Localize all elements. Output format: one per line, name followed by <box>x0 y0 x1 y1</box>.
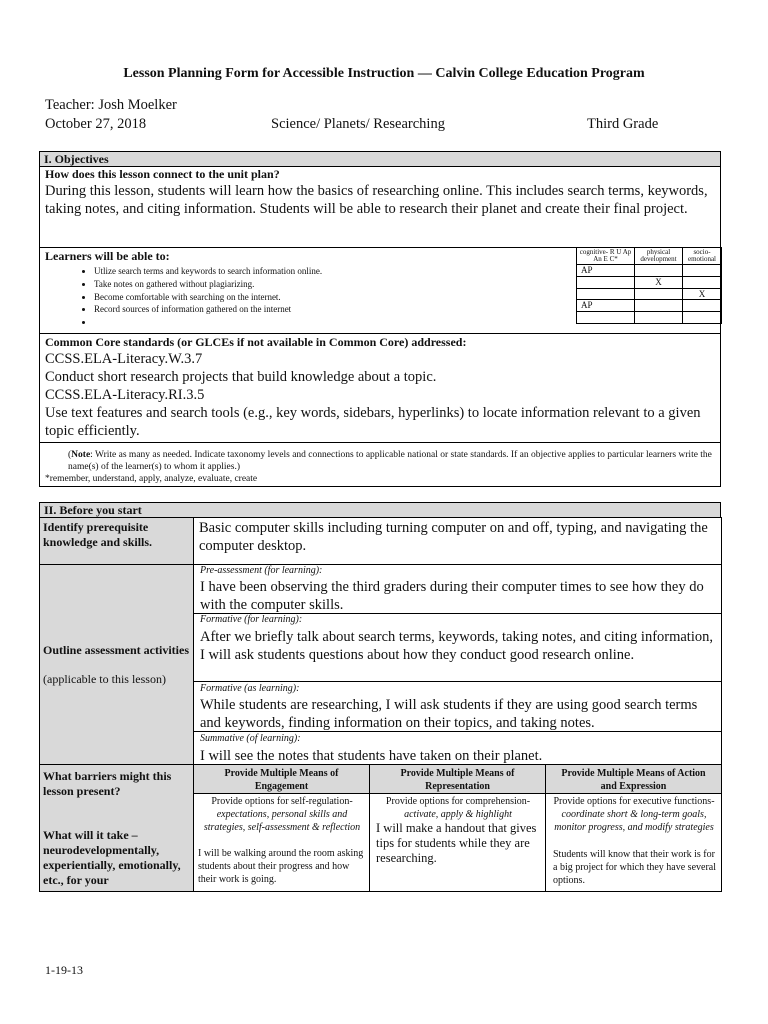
note-bold: Note <box>71 450 91 460</box>
list-item: • Take notes on gathered without plagiarizing. <box>94 278 614 291</box>
list-item: • Record sources of information gathered on the internet <box>94 303 614 316</box>
list-item: • Become comfortable with searching on the internet. <box>94 291 614 304</box>
formative-for-text: After we briefly talk about search terms, keywords, taking notes, and citing information, I will ask students questions about how they conduct good research online. <box>200 629 713 663</box>
objectives-heading: I. Objectives <box>39 151 721 167</box>
formative-for-label: Formative (for learning): <box>200 614 303 625</box>
udl-engagement-header <box>193 764 370 794</box>
udl-engagement-title: Provide Multiple Means of Engagement <box>224 768 339 792</box>
formative-as-text: While students are researching, I will ask students if they are using good search terms and keywords, finding information on their topics, and taking notes. <box>200 697 698 731</box>
assessment-label-cell <box>39 564 194 765</box>
unit-connection-box <box>39 166 721 248</box>
prereq-label: Identify prerequisite knowledge and skills. <box>43 520 153 549</box>
list-item: • Utlize search terms and keywords to search information online. <box>94 265 614 278</box>
udl-representation-header <box>369 764 546 794</box>
table-cell <box>635 312 683 324</box>
assessment-sublabel: (applicable to this lesson) <box>43 672 166 686</box>
learner-objectives-list <box>40 265 614 329</box>
learners-box <box>39 247 721 334</box>
udl-engagement-options: expectations, personal skills and strategies, self-assessment & reflection <box>203 809 361 833</box>
udl-action-options: coordinate short & long-term goals, monitor progress, and modify strategies <box>554 809 714 833</box>
table-cell <box>577 312 635 324</box>
table-cell: AP <box>577 300 635 312</box>
table-row <box>577 288 722 300</box>
summative-label: Summative (of learning): <box>200 733 301 744</box>
table-cell <box>635 288 683 300</box>
table-cell <box>635 265 683 277</box>
table-cell: AP <box>577 265 635 277</box>
pre-assessment-cell <box>193 564 722 614</box>
lesson-subject: Science/ Planets/ Researching <box>271 116 445 132</box>
formative-for-cell <box>193 613 722 682</box>
footer-date: 1-19-13 <box>45 963 83 977</box>
taxonomy-footnote: *remember, understand, apply, analyze, evaluate, create <box>45 474 258 484</box>
udl-action-text: Students will know that their work is for a big project for which they have several options. <box>553 849 716 886</box>
taxonomy-header-social: socio-emotional <box>683 248 722 265</box>
taxonomy-header-cognitive: cognitive- R U Ap An E C* <box>577 248 635 265</box>
prereq-text: Basic computer skills including turning computer on and off, typing, and navigating the computer desktop. <box>199 520 708 554</box>
table-cell <box>683 300 722 312</box>
table-cell <box>683 276 722 288</box>
standards-label: Common Core standards (or GLCEs if not available in Common Core) addressed: <box>45 335 467 349</box>
standard-code: CCSS.ELA-Literacy.RI.3.5 <box>45 387 205 403</box>
summative-cell <box>193 731 722 765</box>
formative-as-label: Formative (as learning): <box>200 683 300 694</box>
prereq-label-cell <box>39 517 194 565</box>
formative-as-cell <box>193 681 722 732</box>
unit-connection-label: How does this lesson connect to the unit plan? <box>45 167 280 181</box>
taxonomy-table <box>576 247 722 324</box>
udl-action-title: Provide Multiple Means of Action and Expression <box>561 768 706 792</box>
udl-representation-options: activate, apply & highlight <box>404 809 512 820</box>
grade-level: Third Grade <box>587 116 659 132</box>
table-cell <box>683 312 722 324</box>
objectives-note <box>68 450 718 473</box>
table-cell <box>577 276 635 288</box>
teacher-name: Teacher: Josh Moelker <box>45 97 177 113</box>
standards-box <box>39 333 721 443</box>
pre-assessment-text: I have been observing the third graders during their computer times to see how they do with the computer skills. <box>200 579 704 613</box>
before-start-heading: II. Before you start <box>39 502 721 518</box>
standard-description: Conduct short research projects that build knowledge about a topic. <box>45 369 437 385</box>
assessment-label: Outline assessment activities <box>43 643 189 657</box>
table-row <box>577 300 722 312</box>
udl-engagement-intro: Provide options for self-regulation- <box>211 796 353 807</box>
standard-code: CCSS.ELA-Literacy.W.3.7 <box>45 351 203 367</box>
udl-representation-intro: Provide options for comprehension- <box>385 796 531 807</box>
udl-engagement-text: I will be walking around the room asking students about their progress and how their work is going. <box>198 848 364 885</box>
table-row <box>577 276 722 288</box>
udl-engagement-cell <box>193 793 370 892</box>
barriers-label-cell <box>39 764 194 892</box>
udl-representation-text: I will make a handout that gives tips for students while they are researching. <box>376 821 537 865</box>
table-row <box>577 265 722 277</box>
list-item <box>94 316 614 329</box>
form-title: Lesson Planning Form for Accessible Instruction — Calvin College Education Program <box>123 66 645 81</box>
table-row <box>577 312 722 324</box>
udl-action-cell <box>545 793 722 892</box>
lesson-date: October 27, 2018 <box>45 116 147 132</box>
table-cell: X <box>683 288 722 300</box>
learners-label: Learners will be able to: <box>45 249 170 263</box>
barriers-label: What barriers might this lesson present? <box>43 769 172 798</box>
table-cell <box>683 265 722 277</box>
prereq-text-cell <box>193 517 722 565</box>
pre-assessment-label: Pre-assessment (for learning): <box>200 565 323 576</box>
table-cell <box>635 300 683 312</box>
udl-representation-cell <box>369 793 546 892</box>
take-label: What will it take – neurodevelopmentally, experientially, emotionally, etc., for your <box>43 828 181 887</box>
note-text: : Write as many as needed. Indicate taxonomy levels and connections to applicable national or state standards. If an objective applies to particular learners write the name(s) of the learner(s) to whom it applies.) <box>68 450 712 472</box>
summative-text: I will see the notes that students have taken on their planet. <box>200 748 543 764</box>
table-cell <box>577 288 635 300</box>
note-open: ( <box>68 450 72 460</box>
unit-connection-text: During this lesson, students will learn how the basics of researching online. This includes search terms, keywords, taking notes, and citing information. Students will be able to research their planet and create their final project. <box>45 183 708 217</box>
udl-action-header <box>545 764 722 794</box>
taxonomy-header-physical: physical development <box>635 248 683 265</box>
udl-representation-title: Provide Multiple Means of Representation <box>400 768 515 792</box>
note-box <box>39 442 721 487</box>
standard-description: Use text features and search tools (e.g., key words, sidebars, hyperlinks) to locate information relevant to a given topic efficiently. <box>45 405 701 439</box>
table-cell: X <box>635 276 683 288</box>
udl-action-intro: Provide options for executive functions- <box>553 796 715 807</box>
